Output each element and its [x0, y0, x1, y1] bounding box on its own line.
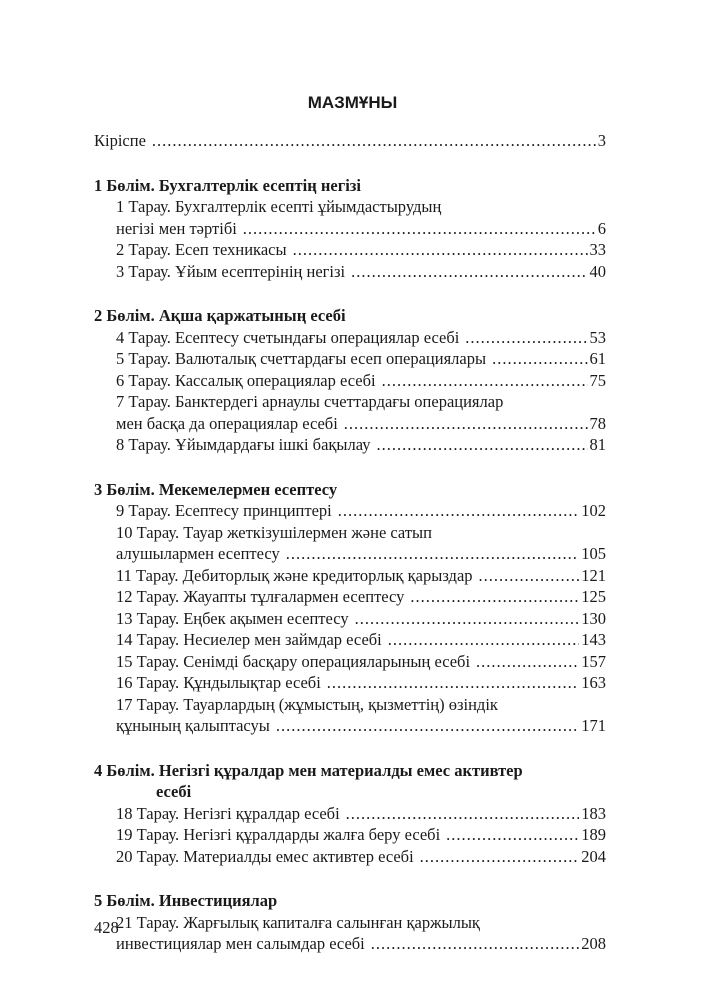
section-heading: 3 Бөлім. Мекемелермен есептесу — [94, 479, 338, 499]
toc-entry-page: 208 — [581, 934, 606, 953]
toc-entry-text: мен басқа да операциялар есебі — [116, 413, 338, 433]
toc-entry-line — [94, 327, 606, 349]
leader-dots — [410, 586, 579, 608]
toc-entry-page: 204 — [581, 846, 606, 866]
toc-entry-line — [94, 196, 606, 218]
toc-entry-text: 3 Тарау. Ұйым есептерінің негізі — [116, 261, 346, 281]
toc-entry-line — [94, 434, 606, 456]
leader-dots — [382, 370, 588, 392]
toc-entry-page: 53 — [589, 327, 606, 347]
toc-entry-text: 12 Тарау. Жауапты тұлғалармен есептесу — [116, 587, 405, 606]
toc-entry-line — [94, 912, 606, 934]
toc-entry-text: 2 Тарау. Есеп техникасы — [116, 240, 287, 259]
leader-dots — [492, 348, 587, 370]
toc-entry-text: 13 Тарау. Еңбек ақымен есептесу — [116, 608, 349, 628]
section-heading: 5 Бөлім. Инвестициялар — [94, 891, 278, 910]
toc-entry-page: 189 — [581, 825, 606, 844]
toc-entry-page: 61 — [589, 349, 606, 368]
toc-entry-line — [94, 586, 606, 608]
toc-entry-text: 1 Тарау. Бухгалтерлік есепті ұйымдастырудың — [116, 197, 442, 216]
toc-entry-page: 3 — [597, 131, 606, 150]
section-heading-continuation: есебі — [156, 782, 192, 801]
toc-entry-page: 40 — [589, 261, 606, 281]
toc-entry-line — [94, 846, 606, 868]
toc-entry-page: 33 — [589, 240, 606, 259]
page-number: 428 — [94, 918, 119, 937]
toc-entry-page: 157 — [581, 651, 606, 671]
toc-entry-page: 75 — [589, 370, 606, 390]
toc-entry-page: 102 — [581, 501, 606, 520]
toc-entry-text: 15 Тарау. Сенімді басқару операцияларының есебі — [116, 651, 471, 671]
section-heading: 4 Бөлім. Негізгі құралдар мен материалды емес активтер — [94, 760, 523, 780]
toc-entry-line — [94, 565, 606, 587]
leader-dots — [351, 261, 587, 283]
section-spacer — [94, 152, 606, 175]
section-spacer — [94, 737, 606, 760]
leader-dots — [344, 413, 588, 435]
toc-entry-text: 10 Тарау. Тауар жеткізушілермен және сатып — [116, 522, 432, 542]
toc-entry-text: 17 Тарау. Тауарлардың (жұмыстың, қызметтің) өзіндік — [116, 694, 498, 714]
section-heading: 2 Бөлім. Ақша қаржатының есебі — [94, 306, 346, 325]
toc-entry-page: 130 — [581, 608, 606, 628]
toc-entry-text: 5 Тарау. Валюталық счеттардағы есеп операциялары — [116, 349, 487, 368]
leader-dots — [420, 846, 580, 868]
toc-entry-line — [94, 261, 606, 283]
toc-entry-page: 105 — [581, 544, 606, 563]
toc-entry-page: 6 — [597, 218, 606, 238]
leader-dots — [346, 803, 580, 825]
toc-entry-text: 21 Тарау. Жарғылық капиталға салынған қаржылық — [116, 912, 480, 932]
leader-dots — [293, 239, 588, 261]
toc-entry-line — [94, 413, 606, 435]
leader-dots — [243, 218, 596, 240]
toc-entry-line — [94, 348, 606, 370]
toc-entry-page: 78 — [589, 413, 606, 433]
leader-dots — [446, 824, 579, 846]
leader-dots — [338, 500, 580, 522]
toc-entry-line — [94, 218, 606, 240]
toc-entry-text: 18 Тарау. Негізгі құралдар есебі — [116, 803, 340, 823]
toc-entry-line — [94, 370, 606, 392]
toc-entry-line — [94, 500, 606, 522]
toc-entry-page: 183 — [581, 803, 606, 823]
toc-entry-text: алушылармен есептесу — [116, 544, 280, 563]
toc-entry-line — [94, 629, 606, 651]
leader-dots — [152, 130, 596, 152]
toc-entry-text: инвестициялар мен салымдар есебі — [116, 934, 365, 953]
toc-entry-line — [94, 672, 606, 694]
toc-entry-text: 19 Тарау. Негізгі құралдарды жалға беру есебі — [116, 825, 441, 844]
leader-dots — [355, 608, 580, 630]
leader-dots — [286, 543, 580, 565]
toc-entry-line — [94, 715, 606, 737]
toc-entry-text: 20 Тарау. Материалды емес активтер есебі — [116, 846, 414, 866]
toc-entry-text: негізі мен тәртібі — [116, 218, 237, 238]
toc-entry-line — [94, 391, 606, 413]
section-spacer — [94, 282, 606, 305]
toc-entry-text: 8 Тарау. Ұйымдардағы ішкі бақылау — [116, 435, 371, 454]
toc-entry-text: Кіріспе — [94, 131, 146, 150]
toc-entry-page: 171 — [581, 716, 606, 735]
toc-entry-text: 9 Тарау. Есептесу принциптері — [116, 501, 332, 520]
toc-entry-page: 125 — [581, 587, 606, 606]
section-spacer — [94, 867, 606, 890]
toc-entry-line — [94, 803, 606, 825]
toc-entry-page: 143 — [581, 630, 606, 649]
section-heading: 1 Бөлім. Бухгалтерлік есептің негізі — [94, 175, 361, 195]
toc-entry-line — [94, 543, 606, 565]
toc-entry-text: 16 Тарау. Құндылықтар есебі — [116, 673, 321, 692]
table-of-contents — [94, 130, 606, 955]
toc-entry-text: 6 Тарау. Кассалық операциялар есебі — [116, 370, 376, 390]
leader-dots — [465, 327, 587, 349]
toc-entry-text: құнының қалыптасуы — [116, 716, 270, 735]
toc-entry-line — [94, 608, 606, 630]
page-title: МАЗМҰНЫ — [307, 93, 398, 112]
toc-entry-page: 163 — [581, 673, 606, 692]
section-spacer — [94, 456, 606, 479]
toc-entry-line — [94, 522, 606, 544]
toc-entry-text: 4 Тарау. Есептесу счетындағы операциялар есебі — [116, 327, 460, 347]
toc-entry-line — [94, 694, 606, 716]
toc-entry-line — [94, 651, 606, 673]
leader-dots — [376, 434, 587, 456]
leader-dots — [371, 933, 579, 955]
toc-entry-line — [94, 239, 606, 261]
toc-entry-intro — [94, 130, 606, 152]
leader-dots — [479, 565, 580, 587]
toc-entry-text: 14 Тарау. Несиелер мен займдар есебі — [116, 630, 382, 649]
toc-entry-line — [94, 824, 606, 846]
leader-dots — [276, 715, 579, 737]
toc-entry-page: 121 — [581, 565, 606, 585]
leader-dots — [388, 629, 580, 651]
leader-dots — [327, 672, 579, 694]
toc-entry-line — [94, 933, 606, 955]
toc-entry-text: 11 Тарау. Дебиторлық және кредиторлық қарыздар — [116, 565, 473, 585]
toc-entry-text: 7 Тарау. Банктердегі арнаулы счеттардағы операциялар — [116, 392, 504, 411]
leader-dots — [476, 651, 579, 673]
toc-entry-page: 81 — [589, 435, 606, 454]
